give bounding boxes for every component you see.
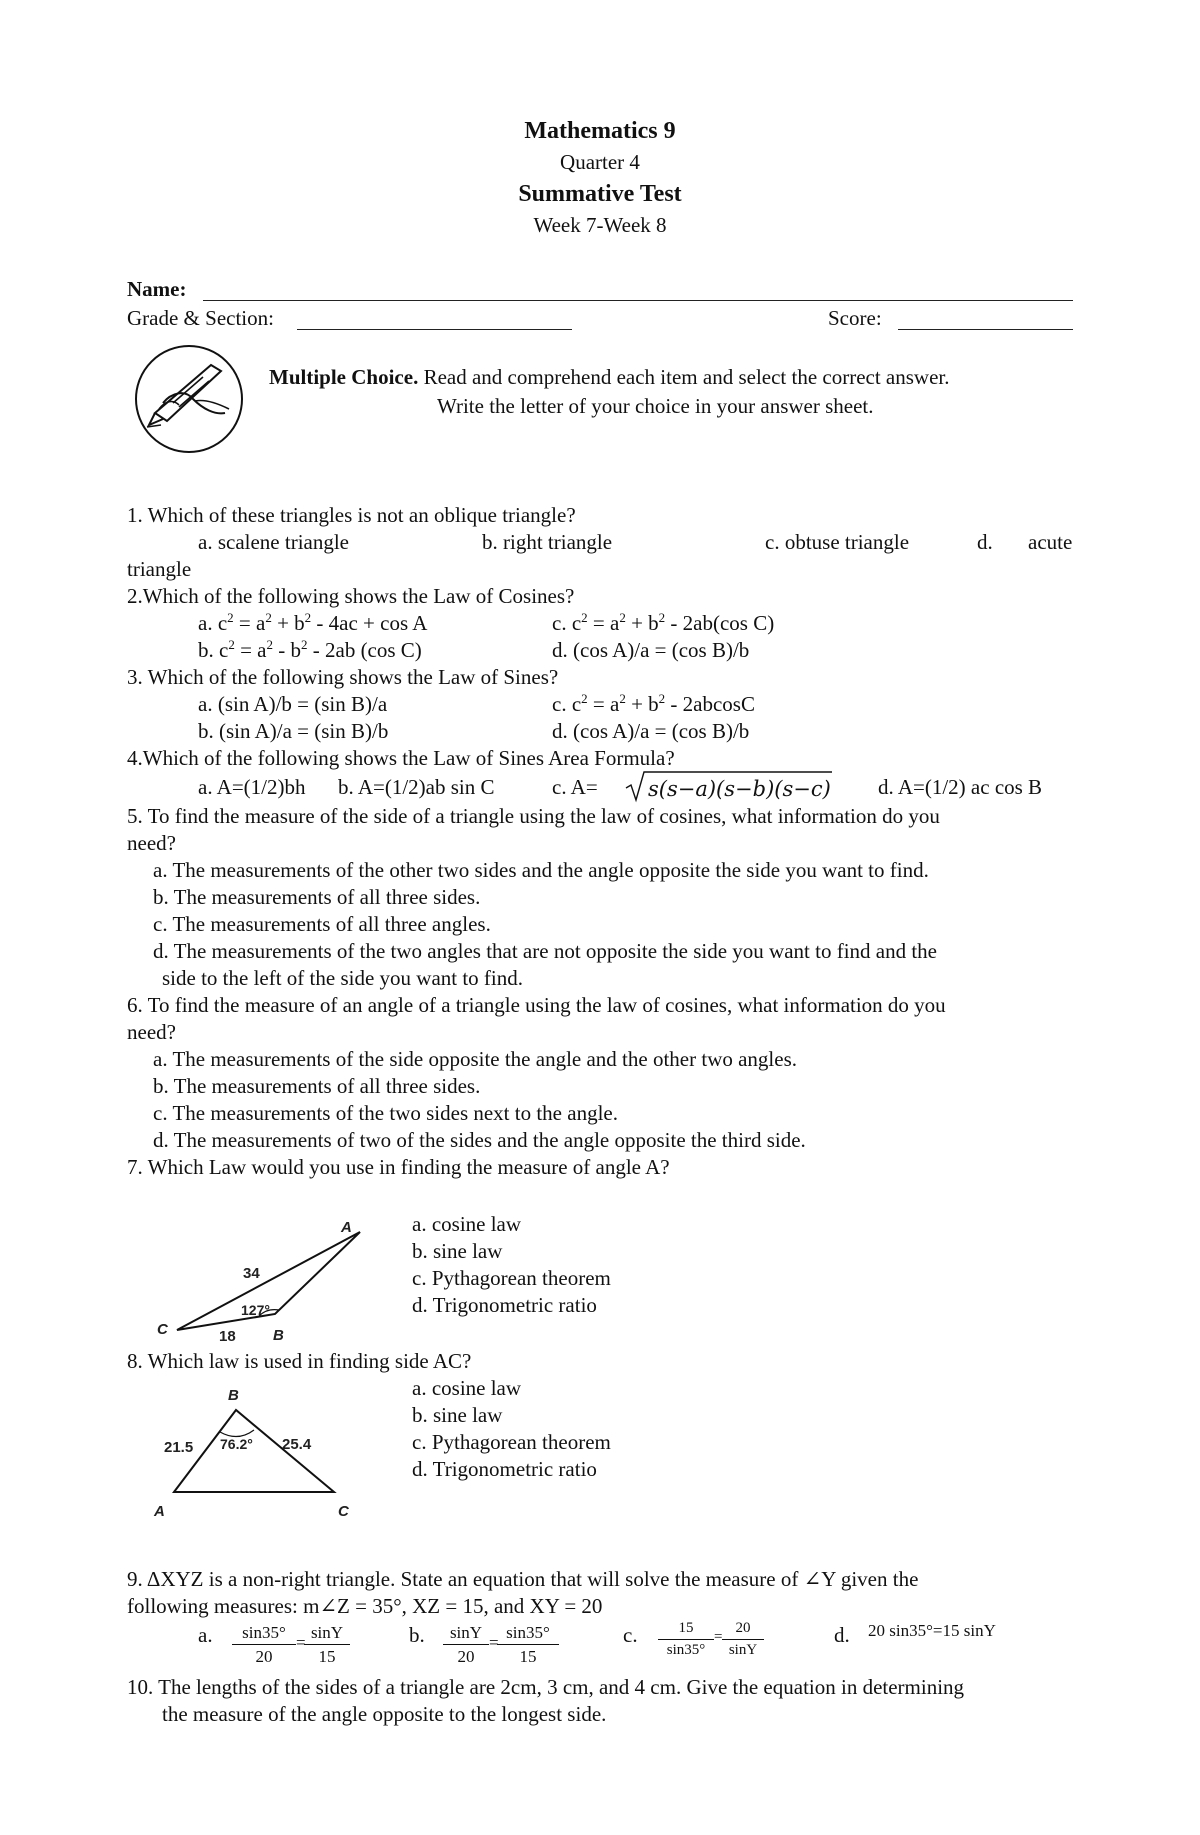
q6-option-a[interactable]: a. The measurements of the side opposite the angle and the other two angles. [153, 1047, 798, 1071]
q7-triangle-figure [155, 1210, 375, 1345]
q6-option-b[interactable]: b. The measurements of all three sides. [153, 1074, 481, 1098]
q9-stem-1: 9. ΔXYZ is a non-right triangle. State an equation that will solve the measure of ∠Y given the [127, 1567, 919, 1591]
instructions-bold: Multiple Choice. [269, 365, 419, 389]
doc-weeks: Week 7-Week 8 [533, 213, 667, 237]
q3-option-a[interactable]: a. (sin A)/b = (sin B)/a [198, 692, 388, 716]
score-label: Score: [828, 306, 882, 330]
q9-option-b-frac2: $\frac{\sin 35^\circ}{15}$ [497, 1624, 559, 1665]
q4-stem: 4.Which of the following shows the Law of Sines Area Formula? [127, 746, 675, 770]
q3-stem: 3. Which of the following shows the Law of Sines? [127, 665, 559, 689]
q5-option-b[interactable]: b. The measurements of all three sides. [153, 885, 481, 909]
q8-side-bc: 25.4 [282, 1436, 312, 1453]
q8-option-a[interactable]: a. cosine law [412, 1376, 522, 1400]
q8-triangle-figure [150, 1382, 390, 1522]
q6-stem-1: 6. To find the measure of an angle of a triangle using the law of cosines, what information do you [127, 993, 946, 1017]
q9-option-c-frac2: $\frac{20}{\sin Y}$ [722, 1621, 764, 1658]
q7-stem: 7. Which Law would you use in finding the measure of angle A? [127, 1155, 670, 1179]
q9-option-d-equation: 20 sin35°=15 sinY [868, 1621, 996, 1640]
grade-section-label: Grade & Section: [127, 306, 274, 330]
q8-option-b[interactable]: b. sine law [412, 1403, 503, 1427]
q7-vertex-b: B [273, 1327, 284, 1344]
q2-option-a[interactable]: a. $c^2 = a^2 + b^2 - 4ac + \cos A$ [198, 610, 428, 635]
q3-option-c[interactable]: c. $c^2 = a^2 + b^2 - 2abcosC$ [552, 691, 755, 716]
q2-option-d[interactable]: d. (cos A)/a = (cos B)/b [552, 638, 750, 662]
q9-option-d-label[interactable]: d. [834, 1623, 850, 1647]
q8-vertex-b: B [228, 1387, 239, 1404]
q1-stem: 1. Which of these triangles is not an oblique triangle? [127, 503, 576, 527]
q7-option-b[interactable]: b. sine law [412, 1239, 503, 1263]
q4-option-a[interactable]: a. A=(1/2)bh [198, 775, 306, 799]
q9-option-b-label[interactable]: b. [409, 1623, 425, 1647]
q9-option-a-eq: = [296, 1633, 306, 1652]
q5-option-a[interactable]: a. The measurements of the other two sides and the angle opposite the side you want to find. [153, 858, 929, 882]
q10-stem-2: the measure of the angle opposite to the longest side. [162, 1702, 607, 1726]
doc-test-title: Summative Test [518, 181, 682, 207]
doc-title: Mathematics 9 [524, 118, 676, 144]
q4-option-b[interactable]: b. A=(1/2)ab sin C [338, 775, 495, 799]
q1-option-b[interactable]: b. right triangle [482, 530, 613, 554]
q9-option-b-eq: = [489, 1633, 499, 1652]
q5-option-c[interactable]: c. The measurements of all three angles. [153, 912, 491, 936]
q9-option-a-label[interactable]: a. [198, 1623, 213, 1647]
doc-quarter: Quarter 4 [560, 150, 640, 174]
q7-option-d[interactable]: d. Trigonometric ratio [412, 1293, 597, 1317]
q8-side-ab: 21.5 [164, 1439, 194, 1456]
q8-stem: 8. Which law is used in finding side AC? [127, 1349, 472, 1373]
q9-option-c-label[interactable]: c. [623, 1623, 638, 1647]
q9-option-c-frac1: $\frac{15}{\sin 35^\circ}$ [658, 1621, 714, 1658]
q7-option-c[interactable]: c. Pythagorean theorem [412, 1266, 611, 1290]
q8-option-d[interactable]: d. Trigonometric ratio [412, 1457, 597, 1481]
grade-section-field[interactable] [297, 329, 572, 330]
q4-option-d[interactable]: d. A=(1/2) ac cos B [878, 775, 1043, 799]
q1-option-d-word[interactable]: acute [1028, 530, 1073, 554]
instructions-text: Read and comprehend each item and select the correct answer. [418, 365, 950, 389]
q1-option-c[interactable]: c. obtuse triangle [765, 530, 910, 554]
q9-stem-2: following measures: m∠Z = 35°, XZ = 15, and XY = 20 [127, 1594, 603, 1618]
q5-stem-2: need? [127, 831, 176, 855]
q7-option-a[interactable]: a. cosine law [412, 1212, 522, 1236]
q2-option-c[interactable]: c. $c^2 = a^2 + b^2 - 2ab(\cos$ C) [552, 610, 775, 635]
q9-option-c-eq: = [714, 1629, 723, 1645]
score-field[interactable] [898, 329, 1073, 330]
name-field[interactable] [203, 300, 1073, 301]
writing-hand-icon [133, 343, 245, 455]
q6-option-d[interactable]: d. The measurements of two of the sides and the angle opposite the third side. [153, 1128, 806, 1152]
q2-option-b[interactable]: b. $c^2 = a^2 - b^2 - 2ab$ (cos C) [198, 637, 422, 662]
q8-angle-b: 76.2° [220, 1436, 253, 1452]
q6-stem-2: need? [127, 1020, 176, 1044]
q5-option-d-1[interactable]: d. The measurements of the two angles that are not opposite the side you want to find and the [153, 939, 938, 963]
name-label: Name: [127, 277, 187, 301]
instructions-line2: Write the letter of your choice in your answer sheet. [437, 394, 874, 418]
q10-stem-1: 10. The lengths of the sides of a triangle are 2cm, 3 cm, and 4 cm. Give the equation in determining [127, 1675, 965, 1699]
q2-stem: 2.Which of the following shows the Law of Cosines? [127, 584, 575, 608]
q7-angle-b: 127° [241, 1302, 270, 1318]
q1-option-d-wrap: triangle [127, 557, 192, 581]
q8-option-c[interactable]: c. Pythagorean theorem [412, 1430, 611, 1454]
q3-option-b[interactable]: b. (sin A)/a = (sin B)/b [198, 719, 389, 743]
q9-option-a-frac2: $\frac{\sin Y}{15}$ [304, 1624, 350, 1665]
q8-vertex-c: C [338, 1503, 349, 1520]
q9-option-b-frac1: $\frac{\sin Y}{20}$ [443, 1624, 489, 1665]
q8-vertex-a: A [154, 1503, 165, 1520]
square-root-icon [624, 768, 834, 804]
q7-vertex-a: A [341, 1219, 352, 1236]
q1-option-a[interactable]: a. scalene triangle [198, 530, 349, 554]
instructions-line1 [269, 367, 950, 388]
q6-option-c[interactable]: c. The measurements of the two sides next to the angle. [153, 1101, 618, 1125]
q4-option-c-formula: s(s−a)(s−b)(s−c) [648, 777, 831, 801]
q3-option-d[interactable]: d. (cos A)/a = (cos B)/b [552, 719, 750, 743]
q9-option-a-frac1: $\frac{\sin 35^\circ}{20}$ [232, 1624, 296, 1665]
q1-option-d-letter[interactable]: d. [977, 530, 993, 554]
q4-option-c-prefix[interactable]: c. A= [552, 775, 598, 799]
q7-side-cb: 18 [219, 1328, 236, 1345]
q5-option-d-2: side to the left of the side you want to find. [162, 966, 524, 990]
q7-vertex-c: C [157, 1321, 168, 1338]
q7-side-ca: 34 [243, 1265, 260, 1282]
q5-stem-1: 5. To find the measure of the side of a triangle using the law of cosines, what information do you [127, 804, 940, 828]
